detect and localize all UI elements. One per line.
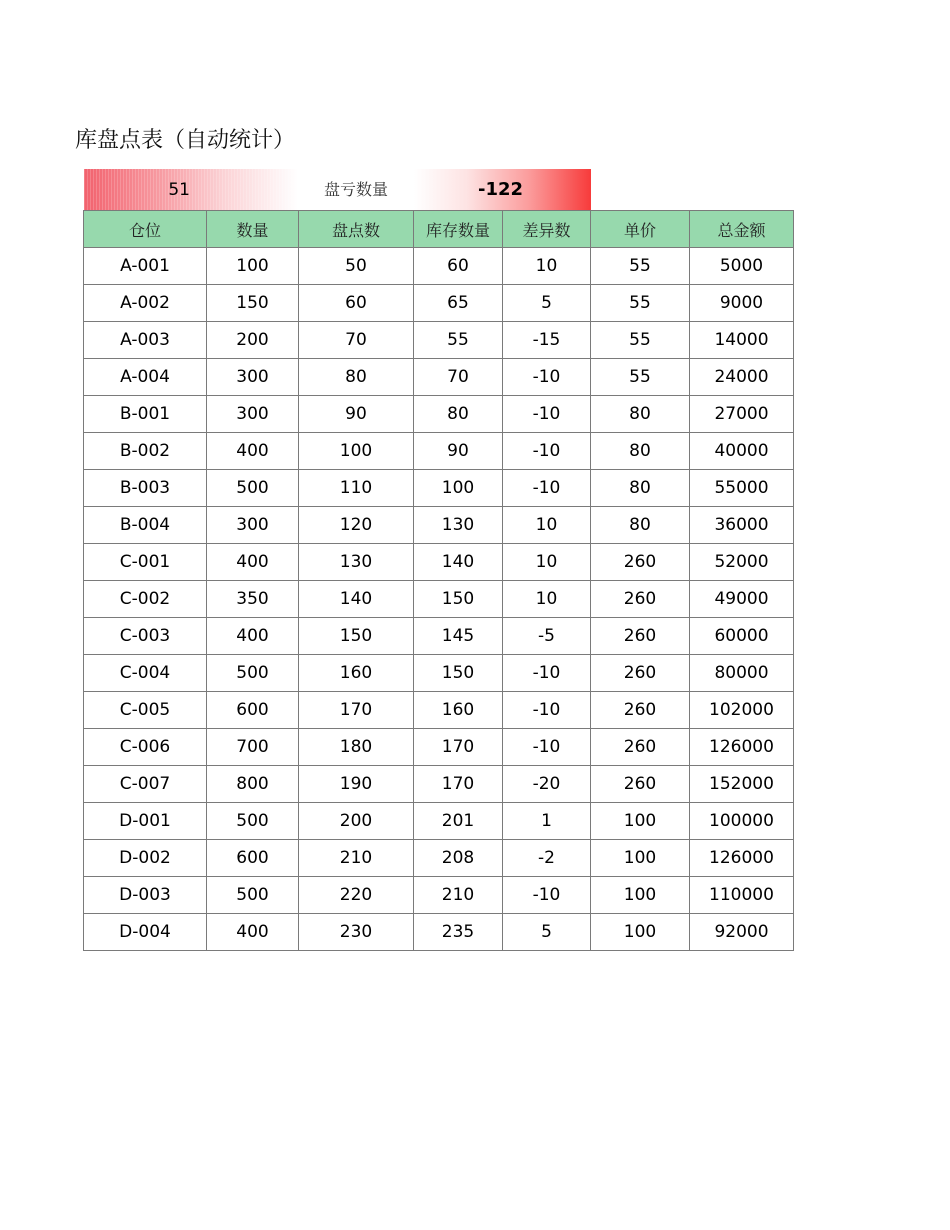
- col-diff-header[interactable]: 差异数: [503, 211, 591, 248]
- quantity-cell[interactable]: 500: [207, 803, 299, 840]
- total-cell[interactable]: 49000: [690, 581, 794, 618]
- total-cell[interactable]: 60000: [690, 618, 794, 655]
- location-cell[interactable]: A-003: [84, 322, 207, 359]
- unit-price-cell[interactable]: 260: [591, 766, 690, 803]
- stock-cell[interactable]: 140: [414, 544, 503, 581]
- table-row: [84, 581, 794, 618]
- counted-cell[interactable]: 150: [299, 618, 414, 655]
- diff-cell[interactable]: -10: [503, 396, 591, 433]
- stock-cell[interactable]: 130: [414, 507, 503, 544]
- counted-cell[interactable]: 170: [299, 692, 414, 729]
- counted-cell[interactable]: 220: [299, 877, 414, 914]
- unit-price-cell[interactable]: 260: [591, 692, 690, 729]
- total-cell[interactable]: 24000: [690, 359, 794, 396]
- total-cell[interactable]: 80000: [690, 655, 794, 692]
- unit-price-cell[interactable]: 100: [591, 914, 690, 951]
- table-row: [84, 618, 794, 655]
- total-cell[interactable]: 102000: [690, 692, 794, 729]
- total-cell[interactable]: 9000: [690, 285, 794, 322]
- total-cell[interactable]: 52000: [690, 544, 794, 581]
- diff-cell[interactable]: -2: [503, 840, 591, 877]
- loss-quantity-value[interactable]: -122: [414, 169, 591, 211]
- quantity-cell[interactable]: 400: [207, 433, 299, 470]
- table-row: [84, 914, 794, 951]
- total-cell[interactable]: 5000: [690, 248, 794, 285]
- table-row: [84, 322, 794, 359]
- summary-bar: [84, 169, 591, 211]
- diff-cell[interactable]: 5: [503, 914, 591, 951]
- total-cell[interactable]: 14000: [690, 322, 794, 359]
- table-row: [84, 692, 794, 729]
- loss-quantity-label[interactable]: 盘亏数量: [298, 169, 414, 211]
- stock-cell[interactable]: 210: [414, 877, 503, 914]
- location-cell[interactable]: D-002: [84, 840, 207, 877]
- quantity-cell[interactable]: 400: [207, 544, 299, 581]
- unit-price-cell[interactable]: 55: [591, 285, 690, 322]
- quantity-cell[interactable]: 500: [207, 877, 299, 914]
- stock-cell[interactable]: 65: [414, 285, 503, 322]
- quantity-cell[interactable]: 300: [207, 396, 299, 433]
- stock-cell[interactable]: 150: [414, 581, 503, 618]
- table-row: [84, 507, 794, 544]
- table-row: [84, 803, 794, 840]
- quantity-cell[interactable]: 350: [207, 581, 299, 618]
- diff-cell[interactable]: -10: [503, 692, 591, 729]
- stock-cell[interactable]: 150: [414, 655, 503, 692]
- location-cell[interactable]: A-001: [84, 248, 207, 285]
- unit-price-cell[interactable]: 260: [591, 544, 690, 581]
- location-cell[interactable]: B-001: [84, 396, 207, 433]
- location-cell[interactable]: C-006: [84, 729, 207, 766]
- unit-price-cell[interactable]: 55: [591, 248, 690, 285]
- quantity-cell[interactable]: 100: [207, 248, 299, 285]
- unit-price-cell[interactable]: 260: [591, 655, 690, 692]
- total-cell[interactable]: 27000: [690, 396, 794, 433]
- table-row: [84, 729, 794, 766]
- stock-cell[interactable]: 55: [414, 322, 503, 359]
- stock-cell[interactable]: 145: [414, 618, 503, 655]
- quantity-cell[interactable]: 800: [207, 766, 299, 803]
- diff-cell[interactable]: -10: [503, 729, 591, 766]
- diff-cell[interactable]: -10: [503, 359, 591, 396]
- total-cell[interactable]: 126000: [690, 729, 794, 766]
- stock-cell[interactable]: 201: [414, 803, 503, 840]
- location-cell[interactable]: C-001: [84, 544, 207, 581]
- location-cell[interactable]: A-002: [84, 285, 207, 322]
- total-cell[interactable]: 92000: [690, 914, 794, 951]
- diff-cell[interactable]: -10: [503, 655, 591, 692]
- quantity-cell[interactable]: 200: [207, 322, 299, 359]
- diff-cell[interactable]: -15: [503, 322, 591, 359]
- table-row: [84, 766, 794, 803]
- counted-cell[interactable]: 90: [299, 396, 414, 433]
- counted-cell[interactable]: 210: [299, 840, 414, 877]
- col-stock-header[interactable]: 库存数量: [414, 211, 503, 248]
- unit-price-cell[interactable]: 260: [591, 729, 690, 766]
- unit-price-cell[interactable]: 260: [591, 618, 690, 655]
- location-cell[interactable]: C-004: [84, 655, 207, 692]
- diff-cell[interactable]: -10: [503, 470, 591, 507]
- quantity-cell[interactable]: 500: [207, 470, 299, 507]
- summary-first-value[interactable]: 51: [84, 169, 298, 211]
- col-total-header[interactable]: 总金额: [690, 211, 794, 248]
- stock-cell[interactable]: 170: [414, 729, 503, 766]
- counted-cell[interactable]: 80: [299, 359, 414, 396]
- location-cell[interactable]: B-003: [84, 470, 207, 507]
- diff-cell[interactable]: 1: [503, 803, 591, 840]
- quantity-cell[interactable]: 400: [207, 618, 299, 655]
- counted-cell[interactable]: 120: [299, 507, 414, 544]
- table-row: [84, 285, 794, 322]
- table-row: [84, 359, 794, 396]
- diff-cell[interactable]: -5: [503, 618, 591, 655]
- stock-cell[interactable]: 160: [414, 692, 503, 729]
- location-cell[interactable]: D-004: [84, 914, 207, 951]
- quantity-cell[interactable]: 600: [207, 840, 299, 877]
- total-cell[interactable]: 100000: [690, 803, 794, 840]
- total-cell[interactable]: 110000: [690, 877, 794, 914]
- table-row: [84, 877, 794, 914]
- table-header-row: [84, 211, 794, 248]
- quantity-cell[interactable]: 500: [207, 655, 299, 692]
- counted-cell[interactable]: 100: [299, 433, 414, 470]
- col-quantity-header[interactable]: 数量: [207, 211, 299, 248]
- diff-cell[interactable]: 10: [503, 544, 591, 581]
- table-row: [84, 544, 794, 581]
- stock-cell[interactable]: 100: [414, 470, 503, 507]
- quantity-cell[interactable]: 700: [207, 729, 299, 766]
- stock-cell[interactable]: 170: [414, 766, 503, 803]
- table-row: [84, 840, 794, 877]
- quantity-cell[interactable]: 300: [207, 359, 299, 396]
- unit-price-cell[interactable]: 80: [591, 433, 690, 470]
- unit-price-cell[interactable]: 55: [591, 322, 690, 359]
- counted-cell[interactable]: 60: [299, 285, 414, 322]
- unit-price-cell[interactable]: 260: [591, 581, 690, 618]
- diff-cell[interactable]: 10: [503, 507, 591, 544]
- location-cell[interactable]: C-005: [84, 692, 207, 729]
- counted-cell[interactable]: 160: [299, 655, 414, 692]
- table-row: [84, 433, 794, 470]
- counted-cell[interactable]: 110: [299, 470, 414, 507]
- unit-price-cell[interactable]: 100: [591, 803, 690, 840]
- col-location-header[interactable]: 仓位: [84, 211, 207, 248]
- total-cell[interactable]: 152000: [690, 766, 794, 803]
- unit-price-cell[interactable]: 80: [591, 470, 690, 507]
- counted-cell[interactable]: 230: [299, 914, 414, 951]
- unit-price-cell[interactable]: 55: [591, 359, 690, 396]
- stock-cell[interactable]: 235: [414, 914, 503, 951]
- unit-price-cell[interactable]: 100: [591, 877, 690, 914]
- table-body: [84, 248, 794, 951]
- counted-cell[interactable]: 190: [299, 766, 414, 803]
- table-row: [84, 248, 794, 285]
- quantity-cell[interactable]: 150: [207, 285, 299, 322]
- location-cell[interactable]: A-004: [84, 359, 207, 396]
- counted-cell[interactable]: 140: [299, 581, 414, 618]
- counted-cell[interactable]: 200: [299, 803, 414, 840]
- table-row: [84, 655, 794, 692]
- unit-price-cell[interactable]: 80: [591, 507, 690, 544]
- table-row: [84, 396, 794, 433]
- col-unit-price-header[interactable]: 单价: [591, 211, 690, 248]
- location-cell[interactable]: D-003: [84, 877, 207, 914]
- total-cell[interactable]: 40000: [690, 433, 794, 470]
- diff-cell[interactable]: -10: [503, 433, 591, 470]
- diff-cell[interactable]: 5: [503, 285, 591, 322]
- counted-cell[interactable]: 70: [299, 322, 414, 359]
- total-cell[interactable]: 36000: [690, 507, 794, 544]
- total-cell[interactable]: 55000: [690, 470, 794, 507]
- location-cell[interactable]: C-003: [84, 618, 207, 655]
- stock-cell[interactable]: 60: [414, 248, 503, 285]
- location-cell[interactable]: C-002: [84, 581, 207, 618]
- unit-price-cell[interactable]: 100: [591, 840, 690, 877]
- col-counted-header[interactable]: 盘点数: [299, 211, 414, 248]
- stock-cell[interactable]: 80: [414, 396, 503, 433]
- quantity-cell[interactable]: 300: [207, 507, 299, 544]
- diff-cell[interactable]: 10: [503, 581, 591, 618]
- counted-cell[interactable]: 180: [299, 729, 414, 766]
- quantity-cell[interactable]: 600: [207, 692, 299, 729]
- total-cell[interactable]: 126000: [690, 840, 794, 877]
- stock-cell[interactable]: 90: [414, 433, 503, 470]
- quantity-cell[interactable]: 400: [207, 914, 299, 951]
- stock-cell[interactable]: 208: [414, 840, 503, 877]
- location-cell[interactable]: B-002: [84, 433, 207, 470]
- location-cell[interactable]: C-007: [84, 766, 207, 803]
- stock-cell[interactable]: 70: [414, 359, 503, 396]
- page-title: 库盘点表（自动统计）: [75, 128, 296, 153]
- counted-cell[interactable]: 130: [299, 544, 414, 581]
- unit-price-cell[interactable]: 80: [591, 396, 690, 433]
- counted-cell[interactable]: 50: [299, 248, 414, 285]
- location-cell[interactable]: B-004: [84, 507, 207, 544]
- inventory-table: [83, 210, 794, 951]
- table-row: [84, 470, 794, 507]
- location-cell[interactable]: D-001: [84, 803, 207, 840]
- diff-cell[interactable]: -10: [503, 877, 591, 914]
- diff-cell[interactable]: -20: [503, 766, 591, 803]
- diff-cell[interactable]: 10: [503, 248, 591, 285]
